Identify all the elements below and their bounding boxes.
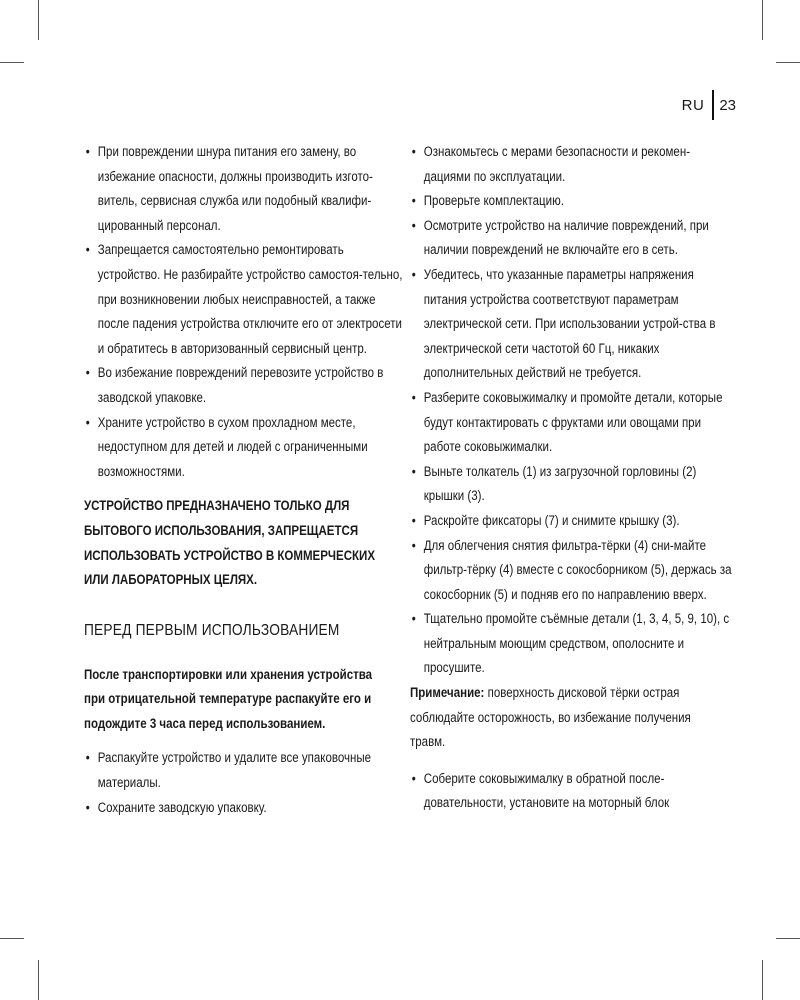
unpack-list	[84, 746, 394, 820]
list-item: • Запрещается самостоятельно ремонтировать устройство. Не разбирайте устройство самостоя-тельно, при возникновении любых неисправностей, а также после падения устройства отключите его от электросети и обратитесь в авторизованный сервисный центр.	[85, 242, 403, 356]
uppercase-warning: УСТРОЙСТВО ПРЕДНАЗНАЧЕНО ТОЛЬКО ДЛЯ БЫТОВОГО ИСПОЛЬЗОВАНИЯ, ЗАПРЕЩАЕТСЯ ИСПОЛЬЗОВАТЬ УСТРОЙСТВО В КОММЕРЧЕСКИХ ИЛИ ЛАБОРАТОРНЫХ ЦЕЛЯХ.	[84, 498, 376, 588]
list-item: • Тщательно промойте съёмные детали (1, 3, 4, 5, 9, 10), с нейтральным моющим средством, ополосните и просушите.	[411, 611, 730, 676]
assembly-list	[410, 767, 720, 816]
intro-paragraph: После транспортировки или хранения устройства при отрицательной температуре распакуйте его и подождите 3 часа перед использованием.	[84, 666, 373, 731]
header-divider	[712, 90, 714, 120]
list-item: • Ознакомьтесь с мерами безопасности и рекомен-дациями по эксплуатации.	[411, 144, 691, 184]
list-item: • Для облегчения снятия фильтра-тёрки (4) сни-майте фильтр-тёрку (4) вместе с сокосборником (5), держась за сокосборник (5) и подняв его по направлению вверх.	[411, 537, 732, 602]
left-column	[84, 140, 403, 820]
preparation-list	[410, 140, 732, 681]
list-item: • Разберите соковыжималку и промойте детали, которые будут контактировать с фруктами или овощами при работе соковыжималки.	[411, 389, 723, 455]
list-item: • Храните устройство в сухом прохладном месте, недоступном для детей и людей с ограниченными возможностями.	[85, 414, 368, 479]
crop-mark	[38, 0, 39, 40]
crop-mark	[0, 62, 24, 63]
safety-list	[84, 140, 403, 484]
language-code: RU	[681, 96, 705, 114]
list-item: • Соберите соковыжималку в обратной после-довательности, установите на моторный блок	[411, 770, 670, 811]
right-column	[410, 140, 732, 816]
list-item: • Убедитесь, что указанные параметры напряжения питания устройства соответствуют параметрам электрической сети. При использовании устрой-ства в электрической сети частотой 60 Гц, никаких дополнительных действий не требуется.	[411, 266, 716, 381]
list-item: • Распакуйте устройство и удалите все упаковочные материалы.	[85, 750, 372, 791]
crop-mark	[776, 938, 800, 939]
list-item: • Проверьте комплектацию.	[411, 193, 564, 209]
list-item: • Осмотрите устройство на наличие повреждений, при наличии повреждений не включайте его в сеть.	[411, 217, 709, 258]
crop-mark	[762, 0, 763, 40]
list-item: • Раскройте фиксаторы (7) и снимите крышку (3).	[411, 512, 680, 528]
page-number: 23	[719, 96, 736, 114]
list-item: • При повреждении шнура питания его замену, во избежание опасности, должны производить изгото-витель, сервисная служба или подобный квалифи-цированный персонал.	[85, 144, 373, 233]
list-item: • Выньте толкатель (1) из загрузочной горловины (2) крышки (3).	[411, 463, 697, 504]
crop-mark	[38, 960, 39, 1000]
crop-mark	[776, 62, 800, 63]
list-item: • Во избежание повреждений перевозите устройство в заводской упаковке.	[85, 365, 384, 405]
note-paragraph	[410, 681, 719, 755]
note-text: поверхность дисковой тёрки острая соблюдайте осторожность, во избежание получения травм.	[410, 685, 691, 750]
crop-mark	[0, 938, 24, 939]
crop-mark	[762, 960, 763, 1000]
section-heading: ПЕРЕД ПЕРВЫМ ИСПОЛЬЗОВАНИЕМ	[84, 621, 340, 639]
page-header	[682, 90, 736, 120]
note-label: Примечание:	[410, 685, 485, 701]
list-item: • Сохраните заводскую упаковку.	[85, 799, 267, 815]
